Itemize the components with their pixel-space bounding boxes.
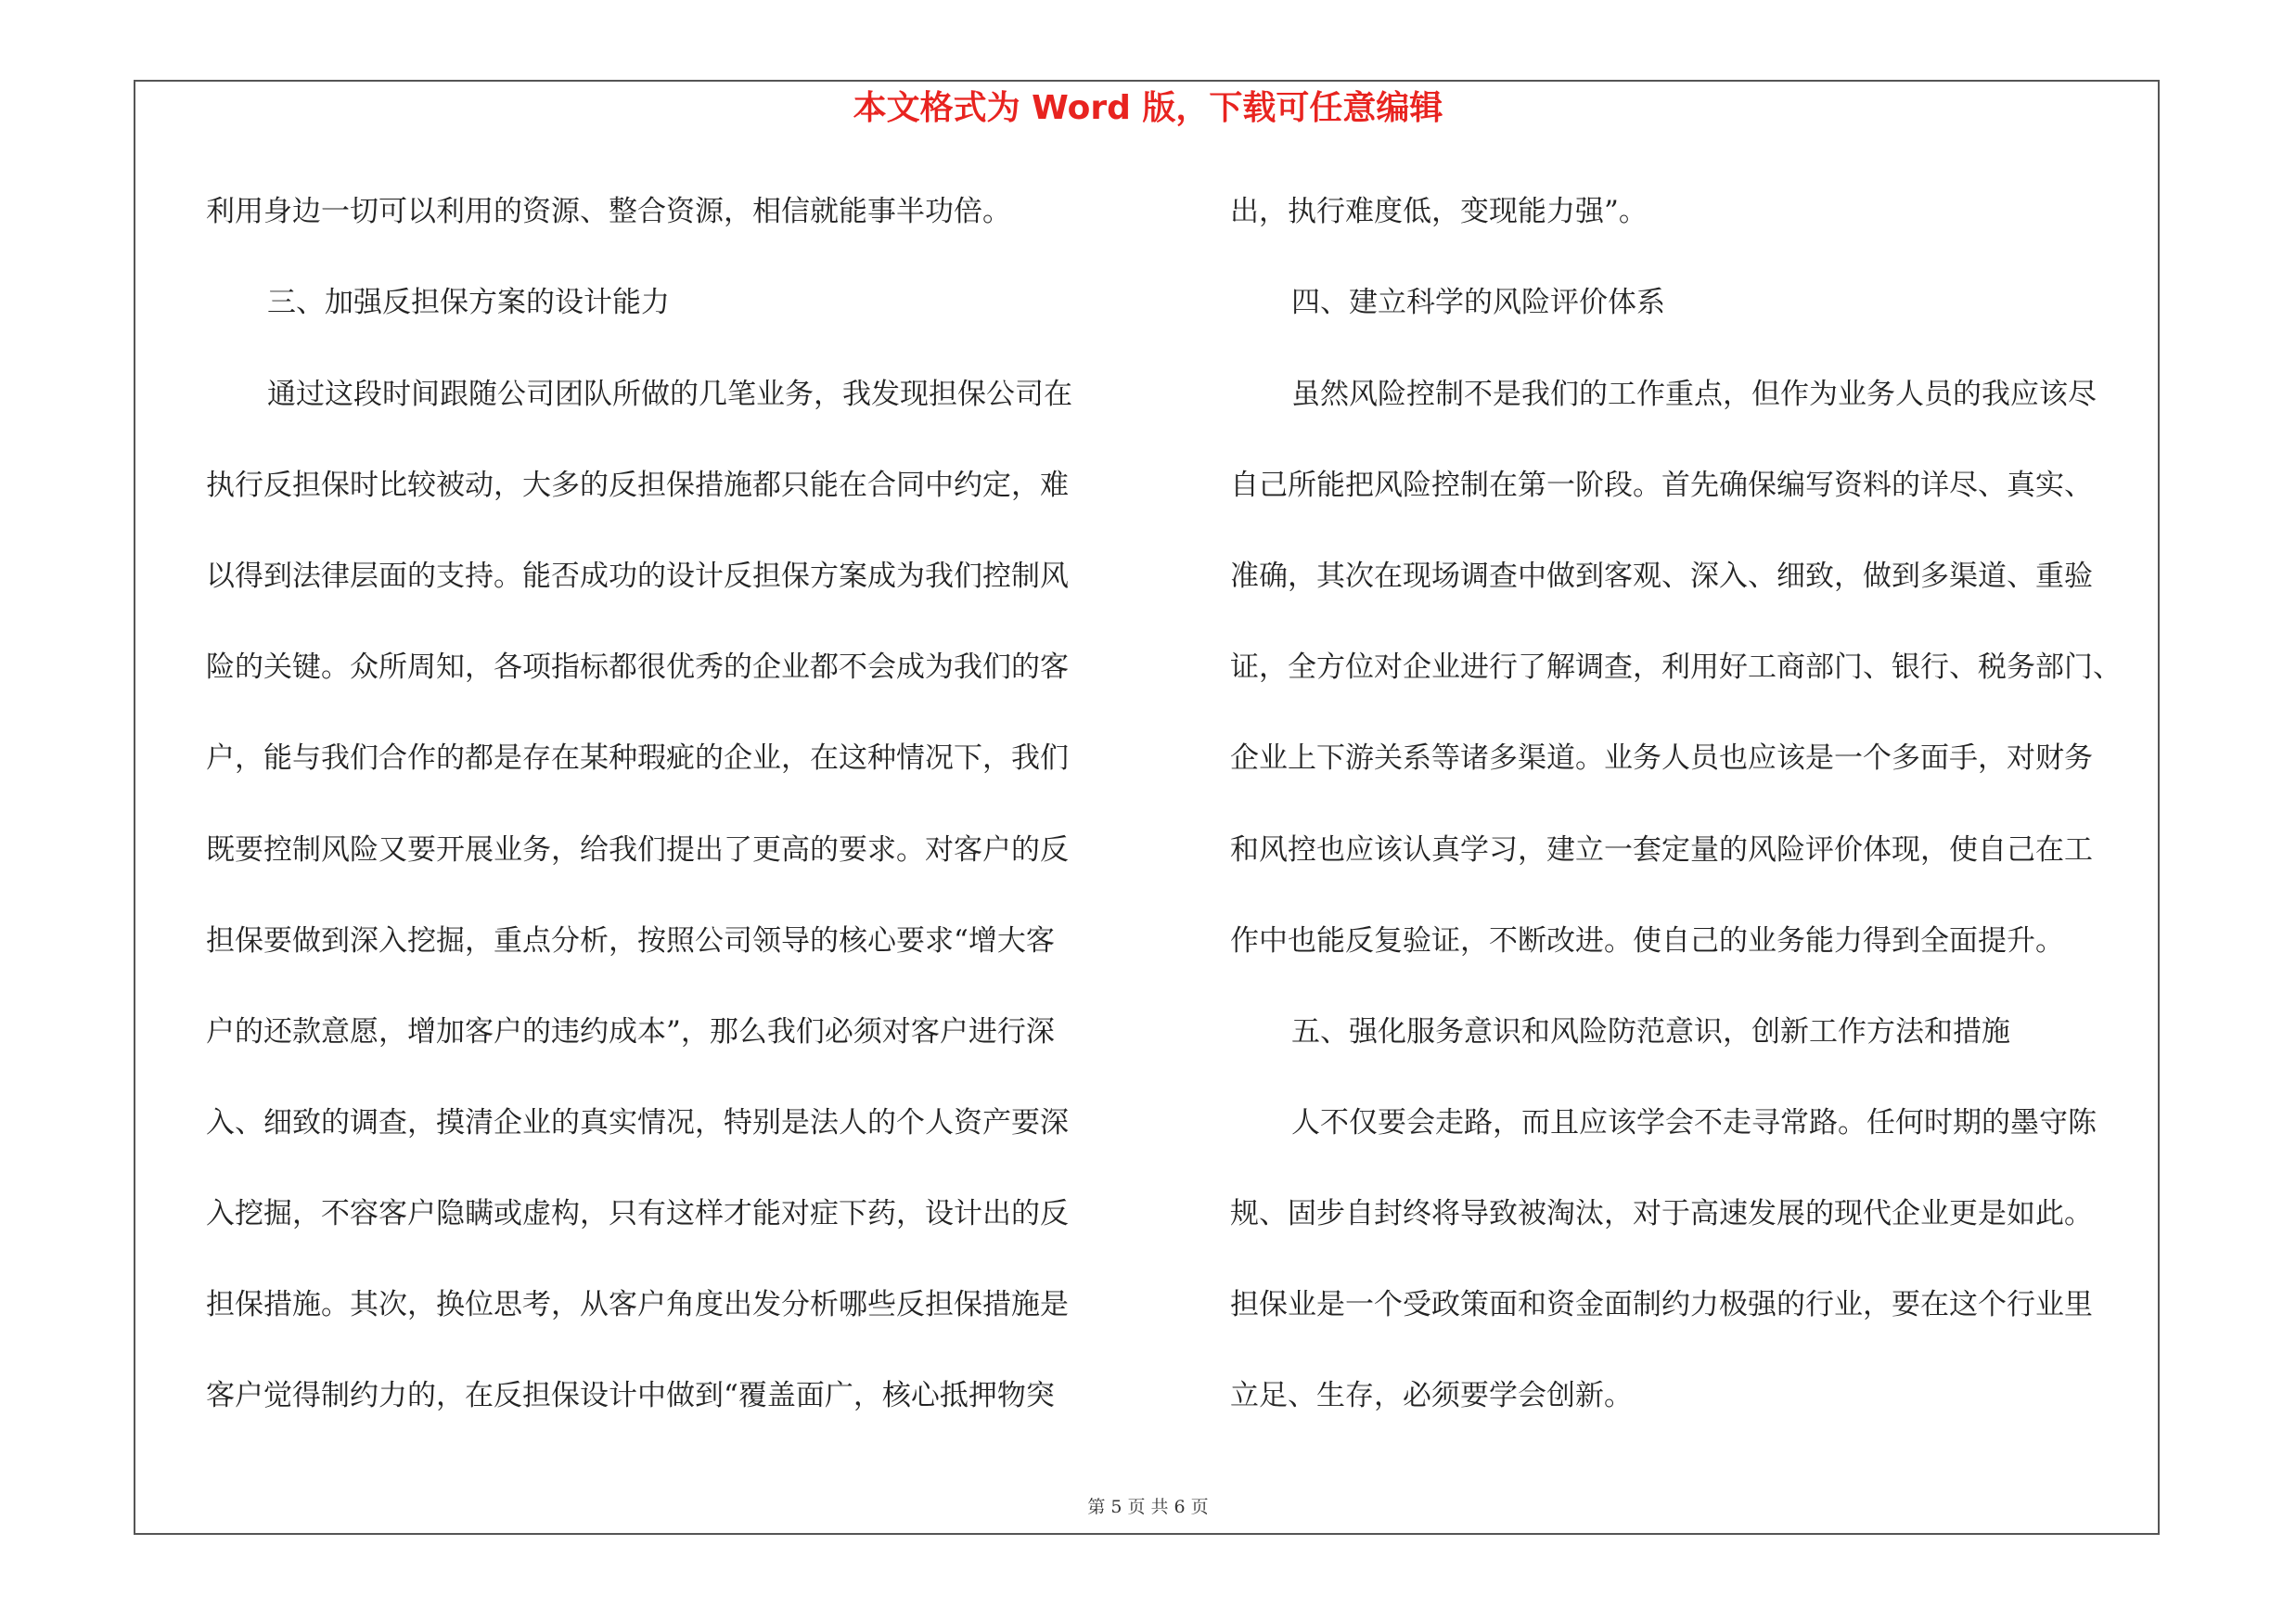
paragraph-line: 险的关键。众所周知，各项指标都很优秀的企业都不会成为我们的客 [206, 650, 1069, 684]
paragraph-line: 户，能与我们合作的都是存在某种瑕疵的企业，在这种情况下，我们 [206, 741, 1069, 775]
paragraph-line: 通过这段时间跟随公司团队所做的几笔业务，我发现担保公司在 [267, 378, 1072, 411]
paragraph-line: 执行反担保时比较被动，大多的反担保措施都只能在合同中约定，难 [206, 469, 1069, 502]
paragraph-line: 客户觉得制约力的，在反担保设计中做到“覆盖面广，核心抵押物突 [206, 1379, 1055, 1412]
paragraph-line: 企业上下游关系等诸多渠道。业务人员也应该是一个多面手，对财务 [1230, 741, 2093, 775]
section-heading: 四、建立科学的风险评价体系 [1291, 286, 1665, 319]
paragraph-line: 出，执行难度低，变现能力强”。 [1230, 195, 1648, 228]
paragraph-line: 证，全方位对企业进行了解调查，利用好工商部门、银行、税务部门、 [1230, 650, 2122, 684]
paragraph-line: 以得到法律层面的支持。能否成功的设计反担保方案成为我们控制风 [206, 560, 1069, 593]
paragraph-line: 虽然风险控制不是我们的工作重点，但作为业务人员的我应该尽 [1291, 378, 2097, 411]
paragraph-line: 担保措施。其次，换位思考，从客户角度出发分析哪些反担保措施是 [206, 1288, 1069, 1321]
paragraph-line: 入挖掘，不容客户隐瞒或虚构，只有这样才能对症下药，设计出的反 [206, 1197, 1069, 1230]
paragraph-line: 和风控也应该认真学习，建立一套定量的风险评价体现，使自己在工 [1230, 833, 2093, 867]
page-number: 第 5 页 共 6 页 [1087, 1497, 1209, 1517]
paragraph-line: 立足、生存，必须要学会创新。 [1230, 1379, 1633, 1412]
paragraph-line: 自己所能把风险控制在第一阶段。首先确保编写资料的详尽、真实、 [1230, 469, 2093, 502]
paragraph-line: 人不仅要会走路，而且应该学会不走寻常路。任何时期的墨守陈 [1291, 1106, 2097, 1140]
paragraph-line: 既要控制风险又要开展业务，给我们提出了更高的要求。对客户的反 [206, 833, 1069, 867]
paragraph-line: 作中也能反复验证，不断改进。使自己的业务能力得到全面提升。 [1230, 924, 2064, 958]
header-banner: 本文格式为 Word 版，下载可任意编辑 [853, 89, 1443, 127]
paragraph-line: 入、细致的调查，摸清企业的真实情况，特别是法人的个人资产要深 [206, 1106, 1069, 1140]
paragraph-line: 利用身边一切可以利用的资源、整合资源，相信就能事半功倍。 [206, 195, 1011, 228]
paragraph-line: 担保业是一个受政策面和资金面制约力极强的行业，要在这个行业里 [1230, 1288, 2093, 1321]
paragraph-line: 准确，其次在现场调查中做到客观、深入、细致，做到多渠道、重验 [1230, 560, 2093, 593]
paragraph-line: 户的还款意愿，增加客户的违约成本”，那么我们必须对客户进行深 [206, 1015, 1055, 1049]
section-heading: 三、加强反担保方案的设计能力 [267, 286, 670, 319]
section-heading: 五、强化服务意识和风险防范意识，创新工作方法和措施 [1291, 1015, 2010, 1049]
paragraph-line: 担保要做到深入挖掘，重点分析，按照公司领导的核心要求“增大客 [206, 924, 1055, 958]
paragraph-line: 规、固步自封终将导致被淘汰，对于高速发展的现代企业更是如此。 [1230, 1197, 2093, 1230]
